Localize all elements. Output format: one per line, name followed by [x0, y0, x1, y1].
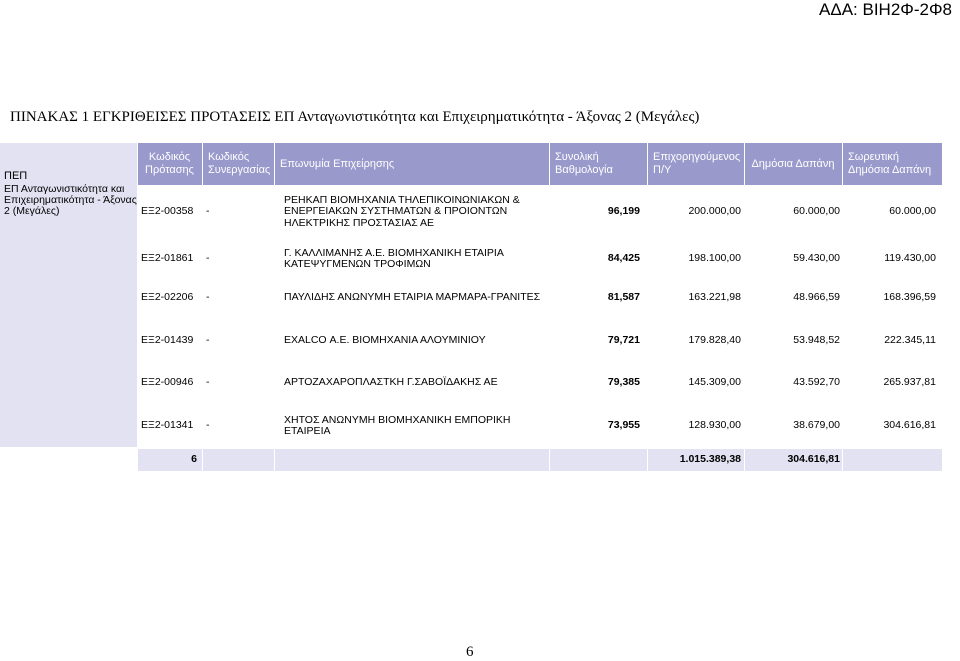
divider [744, 143, 745, 471]
row-code: ΕΞ2-01439 [141, 334, 194, 347]
divider [549, 143, 550, 471]
row-collab: - [206, 334, 210, 347]
divider [137, 143, 138, 471]
row-name: ΡΕΗΚΑΠ ΒΙΟΜΗΧΑΝΙΑ ΤΗΛΕΠΙΚΟΙΝΩΝΙΑΚΩΝ & ΕΝΕΡΓΕΙΑΚΩΝ ΣΥΣΤΗΜΑΤΩΝ & ΠΡΟΙΟΝΤΩΝ ΗΛΕΚΤΡΙΚΗΣ ΠΡΟΣΤΑΣΙΑΣ ΑΕ [284, 193, 520, 229]
total-public: 304.616,81 [787, 453, 840, 466]
header-name: Επωνυμία Επιχείρησης [274, 143, 549, 185]
table-title: ΠΙΝΑΚΑΣ 1 ΕΓΚΡΙΘΕΙΣΕΣ ΠΡΟΤΑΣΕΙΣ ΕΠ Ανταγωνιστικότητα και Επιχειρηματικότητα - Άξονας 2 (Μεγάλες) [10, 109, 700, 125]
row-name: ΠΑΥΛΙΔΗΣ ΑΝΩΝΥΜΗ ΕΤΑΙΡΙΑ ΜΑΡΜΑΡΑ-ΓΡΑΝΙΤΕΣ [284, 291, 541, 304]
row-name: EXALCO Α.Ε. ΒΙΟΜΗΧΑΝΙΑ ΑΛΟΥΜΙΝΙΟΥ [284, 334, 486, 347]
pep-column [0, 143, 137, 447]
row-collab: - [206, 376, 210, 389]
row-cumulative: 265.937,81 [883, 376, 936, 389]
pep-header: ΠΕΠ [4, 170, 28, 182]
row-score: 79,385 [607, 376, 640, 389]
row-score: 81,587 [607, 291, 640, 304]
row-public: 48.966,59 [793, 291, 840, 304]
row-public: 59.430,00 [793, 252, 840, 265]
row-funded: 200.000,00 [688, 205, 741, 218]
divider [647, 143, 648, 471]
page-number: 6 [466, 644, 474, 660]
row-funded: 198.100,00 [688, 252, 741, 265]
row-name: ΑΡΤΟΖΑΧΑΡΟΠΛΑΣΤΚΗ Γ.ΣΑΒΟΪΔΑΚΗΣ ΑΕ [284, 376, 498, 389]
header-cumulative: Σωρευτική Δημόσια Δαπάνη [842, 143, 942, 185]
header-public: Δημόσια Δαπάνη [744, 143, 842, 185]
row-code: ΕΞ2-01341 [141, 419, 194, 432]
row-code: ΕΞ2-01861 [141, 252, 194, 265]
row-score: 73,955 [607, 419, 640, 432]
header-collab: Κωδικός Συνεργασίας [202, 143, 274, 185]
row-score: 84,425 [607, 252, 640, 265]
row-code: ΕΞ2-00946 [141, 376, 194, 389]
total-count: 6 [191, 453, 197, 466]
row-name: Γ. ΚΑΛΛΙΜΑΝΗΣ Α.Ε. ΒΙΟΜΗΧΑΝΙΚΗ ΕΤΑΙΡΙΑ ΚΑΤΕΨΥΓΜΕΝΩΝ ΤΡΟΦΙΜΩΝ [284, 246, 504, 270]
row-cumulative: 60.000,00 [889, 205, 936, 218]
row-public: 38.679,00 [793, 419, 840, 432]
row-public: 53.948,52 [793, 334, 840, 347]
header-funded: Επιχορηγούμενος Π/Υ [647, 143, 744, 185]
row-cumulative: 304.616,81 [883, 419, 936, 432]
row-cumulative: 168.396,59 [883, 291, 936, 304]
row-funded: 145.309,00 [688, 376, 741, 389]
row-score: 79,721 [607, 334, 640, 347]
ada-code: ΑΔΑ: ΒΙΗ2Φ-2Φ8 [819, 0, 952, 19]
row-collab: - [206, 252, 210, 265]
row-code: ΕΞ2-00358 [141, 205, 194, 218]
row-collab: - [206, 205, 210, 218]
row-funded: 179.828,40 [688, 334, 741, 347]
row-collab: - [206, 419, 210, 432]
row-score: 96,199 [607, 205, 640, 218]
row-funded: 163.221,98 [688, 291, 741, 304]
header-code: Κωδικός Πρότασης [137, 143, 202, 185]
header-score: Συνολική Βαθμολογία [549, 143, 647, 185]
row-name: ΧΗΤΟΣ ΑΝΩΝΥΜΗ ΒΙΟΜΗΧΑΝΙΚΗ ΕΜΠΟΡΙΚΗ ΕΤΑΙΡΕΙΑ [284, 413, 511, 437]
divider [274, 143, 275, 471]
pep-value: ΕΠ Ανταγωνιστικότητα και Επιχειρηματικότητα - Άξονας 2 (Μεγάλες) [4, 183, 137, 217]
row-collab: - [206, 291, 210, 304]
row-public: 60.000,00 [793, 205, 840, 218]
divider [842, 143, 843, 471]
row-public: 43.592,70 [793, 376, 840, 389]
divider [202, 143, 203, 471]
row-cumulative: 222.345,11 [884, 334, 936, 347]
row-code: ΕΞ2-02206 [141, 291, 194, 304]
row-funded: 128.930,00 [688, 419, 741, 432]
row-cumulative: 119.430,00 [884, 252, 936, 265]
total-funded: 1.015.389,38 [679, 453, 741, 466]
